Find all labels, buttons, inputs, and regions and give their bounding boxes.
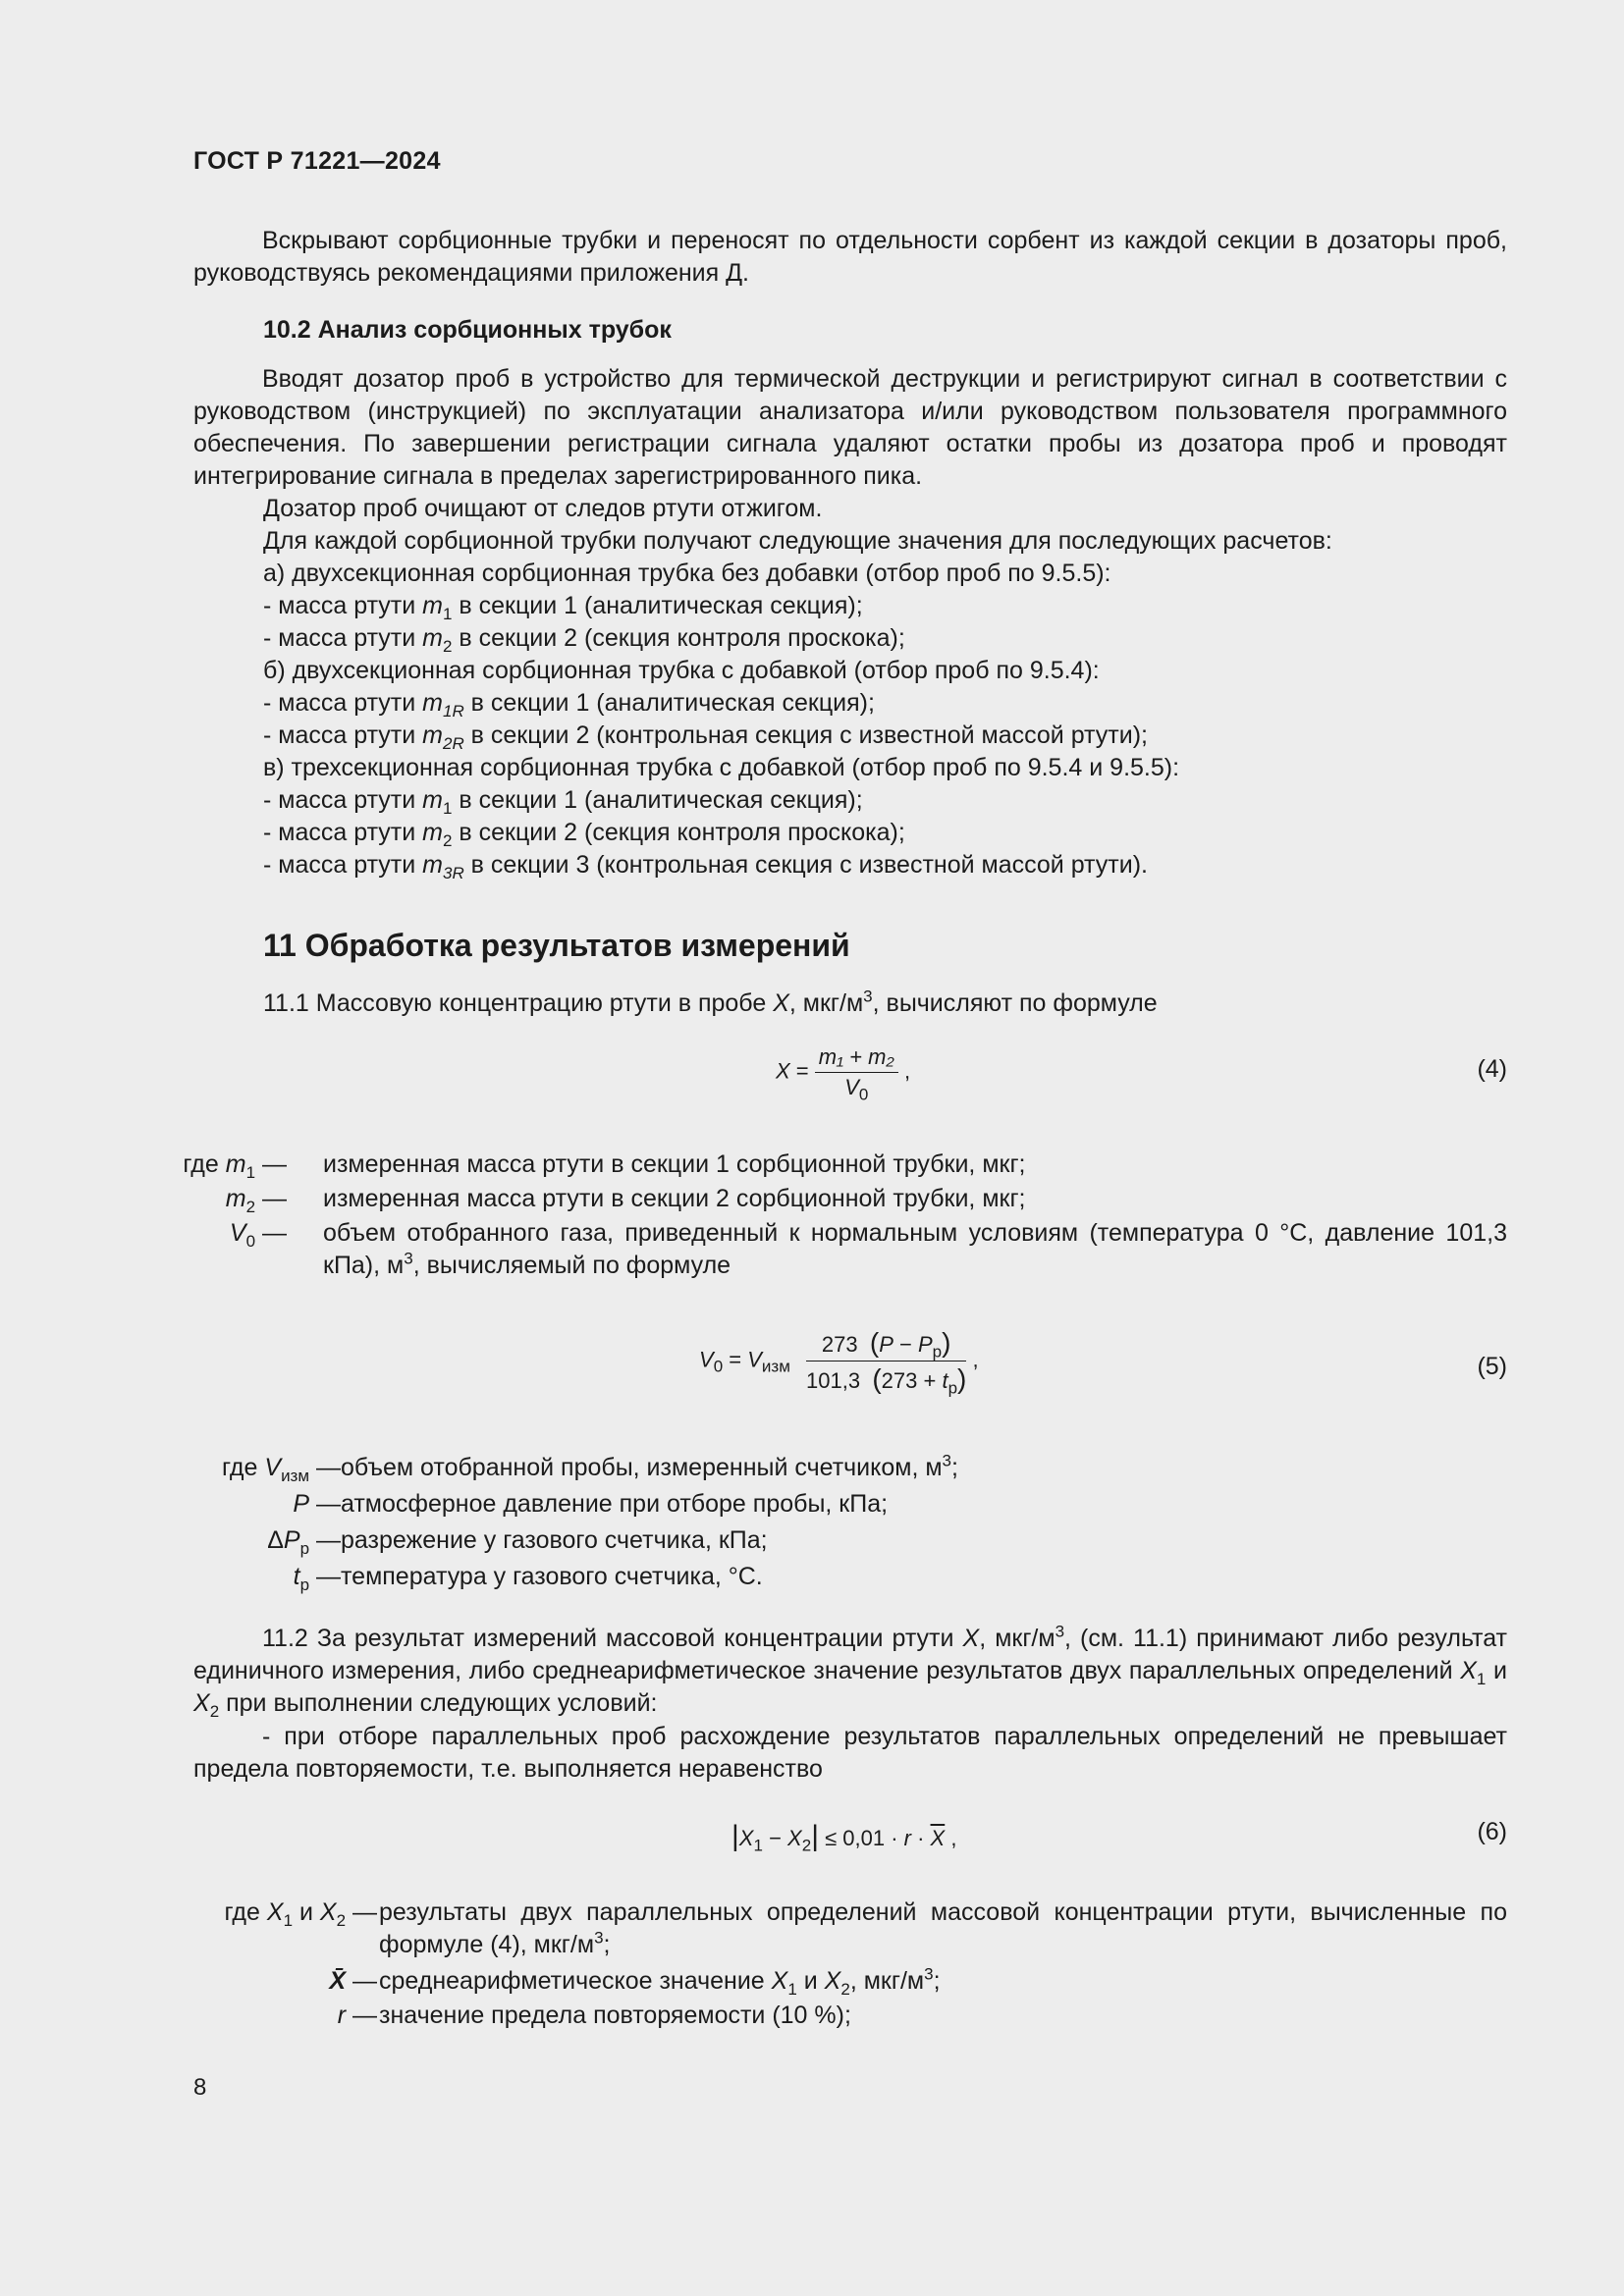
list-a-heading: а) двухсекционная сорбционная трубка без добавки (отбор проб по 9.5.5): [263, 560, 1111, 587]
list-item: - масса ртути $m_{1R}$ в секции 1 (аналитическая секция); [263, 689, 875, 721]
formula-4: X = $\frac{\text{m₁ + m₂}}{V_0}$ , [776, 1044, 911, 1104]
section-11-2-paragraph: 11.2 За результат измерений массовой концентрации ртути X, мкг/$м^3$, (см. 11.1) принимают либо результат единичного измерения, либо среднеарифметическое значение результатов двух параллельных определений $X_1$ и $X_2$ при выполнении следующих условий: [193, 1622, 1508, 1721]
formula-6: $|X_1 - X_2| \le 0,01 \cdot r \cdot \overline{X}$ , [731, 1820, 957, 1855]
document-page: ГОСТ Р 71221—2024 Вскрывают сорбционные трубки и переносят по отдельности сорбент из каждой секции в дозаторы проб, руководствуясь рекомендациями приложения Д. 10.2 Анализ сорбционных трубок Вводят дозатор проб в устройство для термической деструкции и регистрируют сигнал в соответствии с руководством (инструкцией) по эксплуатации анализатора и/или руководством пользователя программного обеспечения. По завершении регистрации сигнала удаляют остатки пробы из дозатора проб и проводят интегрирование сигнала в пределах зарегистрированного пика. Дозатор проб очищают от следов ртути отжигом. Для каждой сорбционной трубки получают следующие значения для последующих расчетов: а) двухсекционная сорбционная трубка без добавки (отбор проб по 9.5.5): - масса ртути $m_1$ в секции 1 (аналитическая секция); - масса ртути $m_2$ в секции 2 (секция контроля проскока); б) двухсекционная сорбционная трубка с добавкой (отбор проб по 9.5.4): - масса ртути $m_{1R}$ в секции 1 (аналитическая секция); - масса ртути $m_{2R}$ в секции 2 (контрольная секция с известной массой ртути); в) трехсекционная сорбционная трубка с добавкой (отбор проб по 9.5.4 и 9.5.5): - масса ртути $m_1$ в секции 1 (аналитическая секция); - масса ртути $m_2$ в секции 2 (секция контроля проскока); - масса ртути $m_{3R}$ в секции 3 (контрольная секция с известной массой ртути). 11 Обработка результатов измерений 11.1 Массовую концентрацию ртути в пробе X, мкг/$м^3$, вычисляют по формуле X = $\frac{\text{m₁ + m₂}}{V_0}$ , (4) где $m_1$ — измеренная масса ртути в секции 1 сорбционной трубки, мкг; $m_2$ — измеренная масса ртути в секции 2 сорбционной трубки, мкг; $V_0$ — объем отобранного газа, приведенный к нормальным условиям (температура 0 °С, давление 101,3 кПа), $м^3$, вычисляемый по формуле $V_0 = V_{изм}$ $\frac{273 (P - P_р)}{101,3 (273 + t_р)}$ , (5) где $V_{изм}$ — объем отобранной пробы, измеренный счетчиком, $м^3$; P — атмосферное давление при отборе пробы, кПа; $\Delta P_р$ — разрежение у газового счетчика, кПа; $t_р$ — температура у газового счетчика, °С. 11.2 За результат измерений массовой концентрации ртути X, мкг/$м^3$, (см. 11.1) принимают либо результат единичного измерения, либо среднеарифметическое значение результатов двух параллельных определений $X_1$ и $X_2$ при выполнении следующих условий: - при отборе параллельных проб расхождение результатов параллельных определений не превышает предела повторяемости, т.е. выполняется неравенство $|X_1 - X_2| \le 0,01 \cdot r \cdot \overline{X}$ , (6) где $X_1$ и $X_2$ — результаты двух параллельных определений массовой концентрации ртути, вычисленные по формуле (4), мкг/$м^3$; X̄ — среднеарифметическое значение $X_1$ и $X_2$, мкг/$м^3$; r — значение предела повторяемости (10 %); 8 [183, 147, 1508, 2101]
document-header: ГОСТ Р 71221—2024 [193, 147, 441, 175]
formula-4-number: (4) [1477, 1055, 1507, 1083]
section-11-2-condition: - при отборе параллельных проб расхождение результатов параллельных определений не превышает предела повторяемости, т.е. выполняется неравенство [193, 1723, 1507, 1783]
list-item: - масса ртути $m_1$ в секции 1 (аналитическая секция); [263, 786, 863, 818]
section-10-2-paragraph-3: Для каждой сорбционной трубки получают следующие значения для последующих расчетов: [263, 527, 1332, 555]
list-b-heading: б) двухсекционная сорбционная трубка с добавкой (отбор проб по 9.5.4): [263, 657, 1100, 684]
page-number: 8 [193, 2074, 207, 2101]
section-11-1-paragraph: 11.1 Массовую концентрацию ртути в пробе X, мкг/$м^3$, вычисляют по формуле [263, 987, 1158, 1017]
formula-6-number: (6) [1477, 1818, 1507, 1845]
section-10-2-paragraph-2: Дозатор проб очищают от следов ртути отжигом. [263, 495, 823, 522]
list-item: - масса ртути $m_1$ в секции 1 (аналитическая секция); [263, 592, 863, 623]
list-c-heading: в) трехсекционная сорбционная трубка с добавкой (отбор проб по 9.5.4 и 9.5.5): [263, 754, 1180, 781]
formula-5: $V_0 = V_{изм}$ $\frac{273 (P - P_р)}{101,3 (273 + t_р)}$ , [699, 1327, 979, 1398]
list-item: - масса ртути $m_{3R}$ в секции 3 (контрольная секция с известной массой ртути). [263, 851, 1148, 882]
intro-paragraph: Вскрывают сорбционные трубки и переносят по отдельности сорбент из каждой секции в дозаторы проб, руководствуясь рекомендациями приложения Д. [193, 227, 1507, 287]
list-item: - масса ртути $m_2$ в секции 2 (секция контроля проскока); [263, 624, 905, 656]
formula-5-number: (5) [1477, 1353, 1507, 1380]
section-11-heading: 11 Обработка результатов измерений [263, 928, 850, 963]
section-10-2-paragraph-1: Вводят дозатор проб в устройство для термической деструкции и регистрируют сигнал в соответствии с руководством (инструкцией) по эксплуатации анализатора и/или руководством пользователя программного обеспечения. По завершении регистрации сигнала удаляют остатки пробы из дозатора проб и проводят интегрирование сигнала в пределах зарегистрированного пика. [193, 365, 1507, 490]
list-item: - масса ртути $m_2$ в секции 2 (секция контроля проскока); [263, 819, 905, 850]
section-10-2-heading: 10.2 Анализ сорбционных трубок [263, 316, 672, 344]
list-item: - масса ртути $m_{2R}$ в секции 2 (контрольная секция с известной массой ртути); [263, 721, 1148, 753]
